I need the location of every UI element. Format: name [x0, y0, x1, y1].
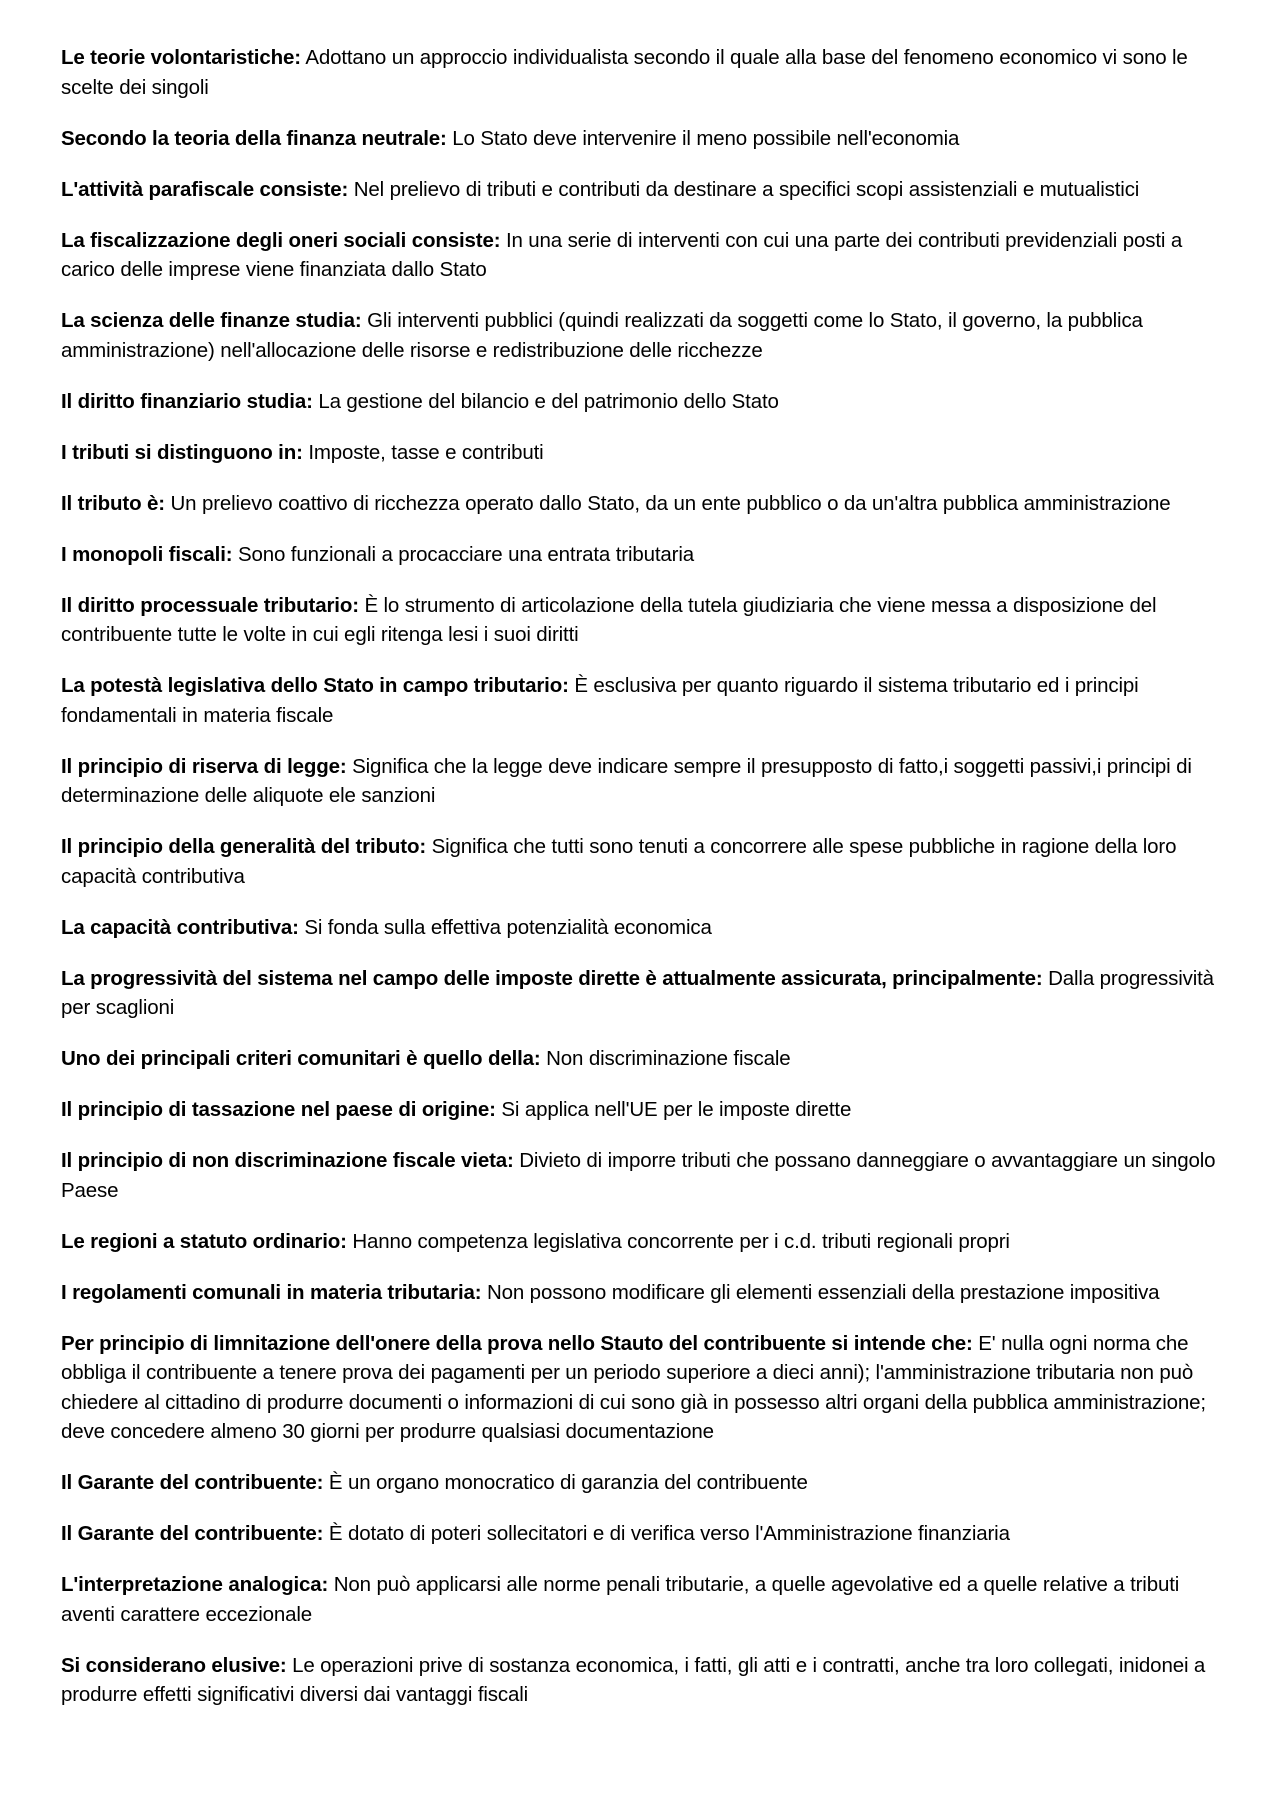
question: Il diritto processuale tributario: [61, 593, 359, 617]
question: Il Garante del contribuente: [61, 1471, 324, 1494]
qa-item [61, 1468, 1231, 1498]
answer: È esclusiva per quanto riguardo il sistema tributario ed i principi fondamentali in materia fiscale [61, 674, 1139, 727]
answer: Si applica nell'UE per le imposte dirette [501, 1098, 852, 1121]
question: La progressività del sistema nel campo delle imposte dirette è attualmente assicurata, principalmente: [61, 966, 1043, 990]
question: Secondo la teoria della finanza neutrale: [61, 126, 447, 150]
question: Il principio della generalità del tributo: [61, 835, 427, 858]
answer: Adottano un approccio individualista secondo il quale alla base del fenomeno economico vi sono le scelte dei singoli [61, 46, 1188, 99]
qa-item [61, 913, 1231, 943]
qa-item [61, 540, 1231, 570]
answer: Non discriminazione fiscale [546, 1047, 791, 1070]
question: La scienza delle finanze studia: [61, 309, 362, 332]
question: L'interpretazione analogica: [61, 1573, 329, 1596]
question: Il principio di riserva di legge: [61, 754, 347, 778]
answer: In una serie di interventi con cui una parte dei contributi previdenziali posti a carico delle imprese viene finanziata dallo Stato [61, 228, 1183, 281]
qa-item [61, 964, 1231, 1023]
answer: Non può applicarsi alle norme penali tributarie, a quelle agevolative ed a quelle relative a tributi aventi carattere eccezionale [61, 1573, 1180, 1626]
question: Il diritto finanziario studia: [61, 389, 313, 413]
question: Le teorie volontaristiche: [61, 46, 301, 69]
qa-item [61, 752, 1231, 811]
qa-item [61, 832, 1231, 891]
question: I regolamenti comunali in materia tributaria: [61, 1280, 482, 1304]
question: Si considerano elusive: [61, 1653, 287, 1677]
qa-item [61, 1095, 1231, 1125]
qa-item [61, 175, 1231, 205]
answer: Sono funzionali a procacciare una entrata tributaria [237, 542, 694, 566]
answer: E' nulla ogni norma che obbliga il contribuente a tenere prova dei pagamenti per un periodo superiore a dieci anni); l'amministrazione tributaria non può chiedere al cittadino di produrre documenti o informazioni di cui sono già in possesso altri organi della pubblica amministrazione; deve concedere almeno 30 giorni per produrre qualsiasi documentazione [61, 1331, 1206, 1443]
answer: La gestione del bilancio e del patrimonio dello Stato [318, 389, 779, 413]
question: I tributi si distinguono in: [61, 440, 303, 464]
question: La potestà legislativa dello Stato in campo tributario: [61, 674, 569, 697]
qa-item [61, 1278, 1231, 1308]
answer: Lo Stato deve intervenire il meno possibile nell'economia [452, 126, 960, 150]
answer: È un organo monocratico di garanzia del contribuente [328, 1471, 808, 1494]
question: Per principio di limnitazione dell'onere della prova nello Stauto del contribuente si intende che: [61, 1331, 973, 1355]
answer: Significa che tutti sono tenuti a concorrere alle spese pubbliche in ragione della loro capacità contributiva [61, 835, 1177, 888]
qa-item [61, 1329, 1231, 1447]
answer: Hanno competenza legislativa concorrente per i c.d. tributi regionali propri [352, 1229, 1010, 1253]
question: L'attività parafiscale consiste: [61, 177, 349, 201]
answer: Significa che la legge deve indicare sempre il presupposto di fatto,i soggetti passivi,i principi di determinazione delle aliquote ele sanzioni [61, 754, 1192, 807]
question: Il tributo è: [61, 491, 165, 515]
qa-item [61, 1044, 1231, 1074]
answer: Dalla progressività per scaglioni [61, 966, 1214, 1019]
qa-item [61, 1651, 1231, 1710]
qa-item [61, 1519, 1231, 1549]
qa-item [61, 226, 1231, 285]
qa-item [61, 489, 1231, 519]
qa-item [61, 124, 1231, 154]
qa-item [61, 438, 1231, 468]
document-page [61, 43, 1231, 1731]
question: Le regioni a statuto ordinario: [61, 1229, 347, 1253]
answer: È dotato di poteri sollecitatori e di verifica verso l'Amministrazione finanziaria [328, 1522, 1010, 1545]
question: Il principio di non discriminazione fiscale vieta: [61, 1149, 514, 1172]
qa-item [61, 306, 1231, 365]
qa-item [61, 1227, 1231, 1257]
qa-item [61, 43, 1231, 102]
question: La fiscalizzazione degli oneri sociali consiste: [61, 228, 501, 252]
answer: Le operazioni prive di sostanza economica, i fatti, gli atti e i contratti, anche tra loro collegati, inidonei a produrre effetti significativi diversi dai vantaggi fiscali [61, 1653, 1206, 1706]
answer: Si fonda sulla effettiva potenzialità economica [304, 915, 712, 939]
question: I monopoli fiscali: [61, 542, 233, 566]
qa-item [61, 591, 1231, 650]
qa-item [61, 387, 1231, 417]
question: Il Garante del contribuente: [61, 1522, 324, 1545]
answer: Imposte, tasse e contributi [308, 440, 544, 464]
answer: Non possono modificare gli elementi essenziali della prestazione impositiva [486, 1280, 1160, 1304]
question: Uno dei principali criteri comunitari è quello della: [61, 1047, 541, 1070]
question: La capacità contributiva: [61, 915, 299, 939]
qa-item [61, 1570, 1231, 1629]
answer: Divieto di imporre tributi che possano danneggiare o avvantaggiare un singolo Paese [61, 1149, 1216, 1202]
answer: È lo strumento di articolazione della tutela giudiziaria che viene messa a disposizione del contribuente tutte le volte in cui egli ritenga lesi i suoi diritti [61, 593, 1157, 646]
qa-item [61, 671, 1231, 730]
answer: Un prelievo coattivo di ricchezza operato dallo Stato, da un ente pubblico o da un'altra pubblica amministrazione [170, 491, 1171, 515]
question: Il principio di tassazione nel paese di origine: [61, 1098, 496, 1121]
answer: Nel prelievo di tributi e contributi da destinare a specifici scopi assistenziali e mutualistici [353, 177, 1140, 201]
answer: Gli interventi pubblici (quindi realizzati da soggetti come lo Stato, il governo, la pubblica amministrazione) nell'allocazione delle risorse e redistribuzione delle ricchezze [61, 309, 1143, 362]
qa-item [61, 1146, 1231, 1205]
